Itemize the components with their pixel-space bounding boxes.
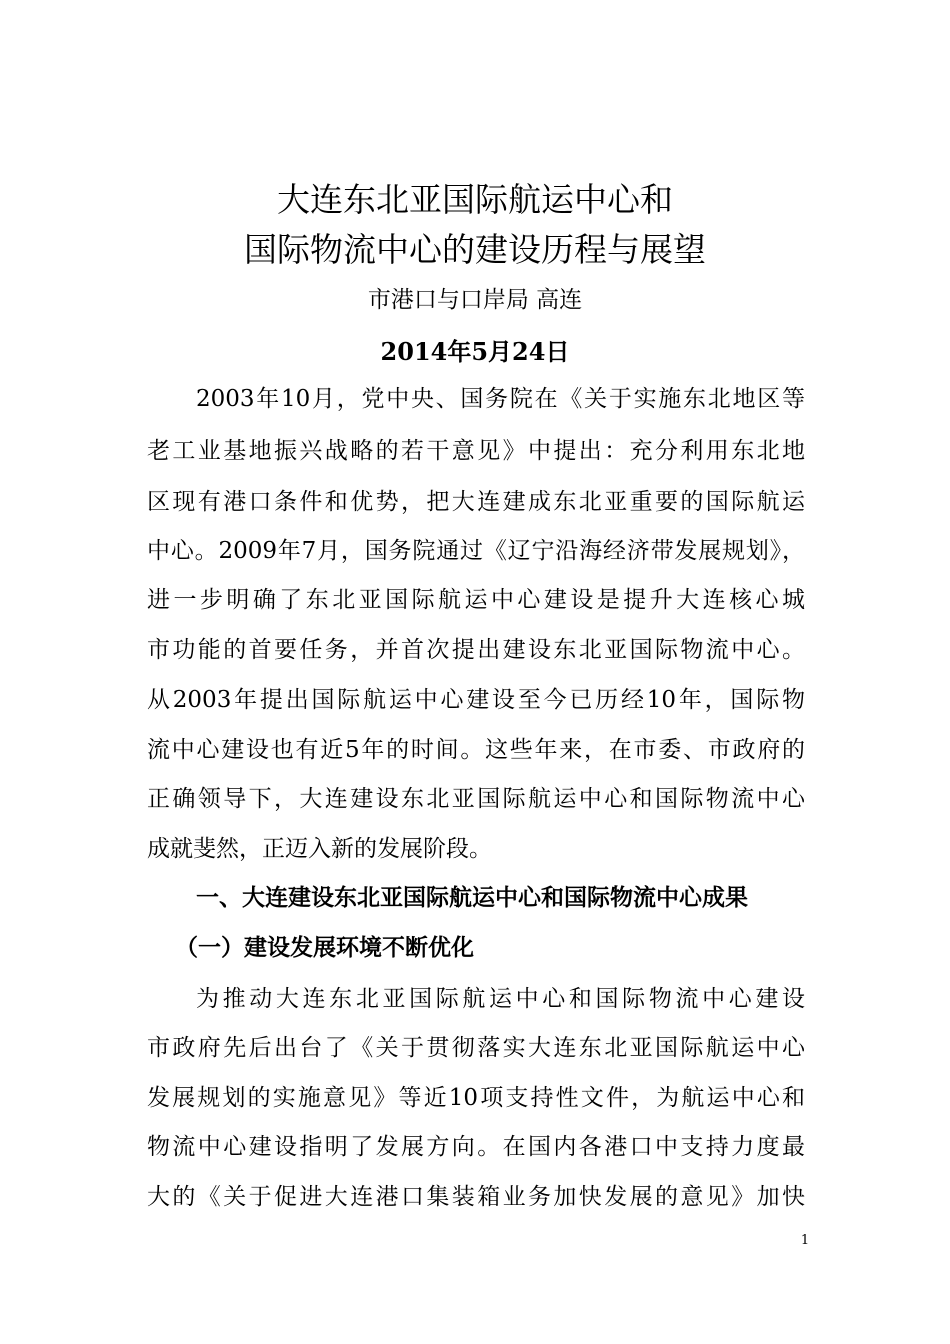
paragraph-1-line-9: 正确领导下，大连建设东北亚国际航运中心和国际物流中心	[147, 786, 805, 812]
document-title-line-2: 国际物流中心的建设历程与展望	[244, 230, 706, 269]
page-number: 1	[800, 1233, 810, 1248]
paragraph-1-line-8: 流中心建设也有近5年的时间。这些年来，在市委、市政府的	[147, 737, 805, 763]
paragraph-2-line-1: 为推动大连东北亚国际航运中心和国际物流中心建设	[196, 986, 805, 1012]
paragraph-1-line-2: 老工业基地振兴战略的若干意见》中提出：充分利用东北地	[147, 438, 805, 464]
paragraph-1-line-10: 成就斐然，正迈入新的发展阶段。	[147, 836, 492, 862]
paragraph-1-line-1: 2003年10月，党中央、国务院在《关于实施东北地区等	[196, 386, 805, 412]
paragraph-2-line-2: 市政府先后出台了《关于贯彻落实大连东北亚国际航运中心	[147, 1035, 805, 1061]
paragraph-2-line-3: 发展规划的实施意见》等近10项支持性文件，为航运中心和	[147, 1085, 805, 1111]
subsection-heading-1: （一）建设发展环境不断优化	[175, 935, 474, 961]
section-heading-1: 一、大连建设东北亚国际航运中心和国际物流中心成果	[196, 885, 748, 911]
paragraph-1-line-3: 区现有港口条件和优势，把大连建成东北亚重要的国际航运	[147, 489, 805, 515]
paragraph-2-line-4: 物流中心建设指明了发展方向。在国内各港口中支持力度最	[147, 1134, 805, 1160]
paragraph-1-line-6: 市功能的首要任务，并首次提出建设东北亚国际物流中心。	[147, 637, 805, 663]
author-line: 市港口与口岸局 高连	[367, 287, 583, 313]
document-date: 2014年5月24日	[380, 337, 570, 366]
paragraph-1-line-7: 从2003年提出国际航运中心建设至今已历经10年，国际物	[147, 687, 805, 713]
paragraph-1-line-5: 进一步明确了东北亚国际航运中心建设是提升大连核心城	[147, 587, 805, 613]
document-title-line-1: 大连东北亚国际航运中心和	[277, 180, 673, 219]
paragraph-1-line-4: 中心。2009年7月，国务院通过《辽宁沿海经济带发展规划》，	[147, 538, 805, 564]
paragraph-2-line-5: 大的《关于促进大连港口集装箱业务加快发展的意见》加快	[147, 1184, 805, 1210]
